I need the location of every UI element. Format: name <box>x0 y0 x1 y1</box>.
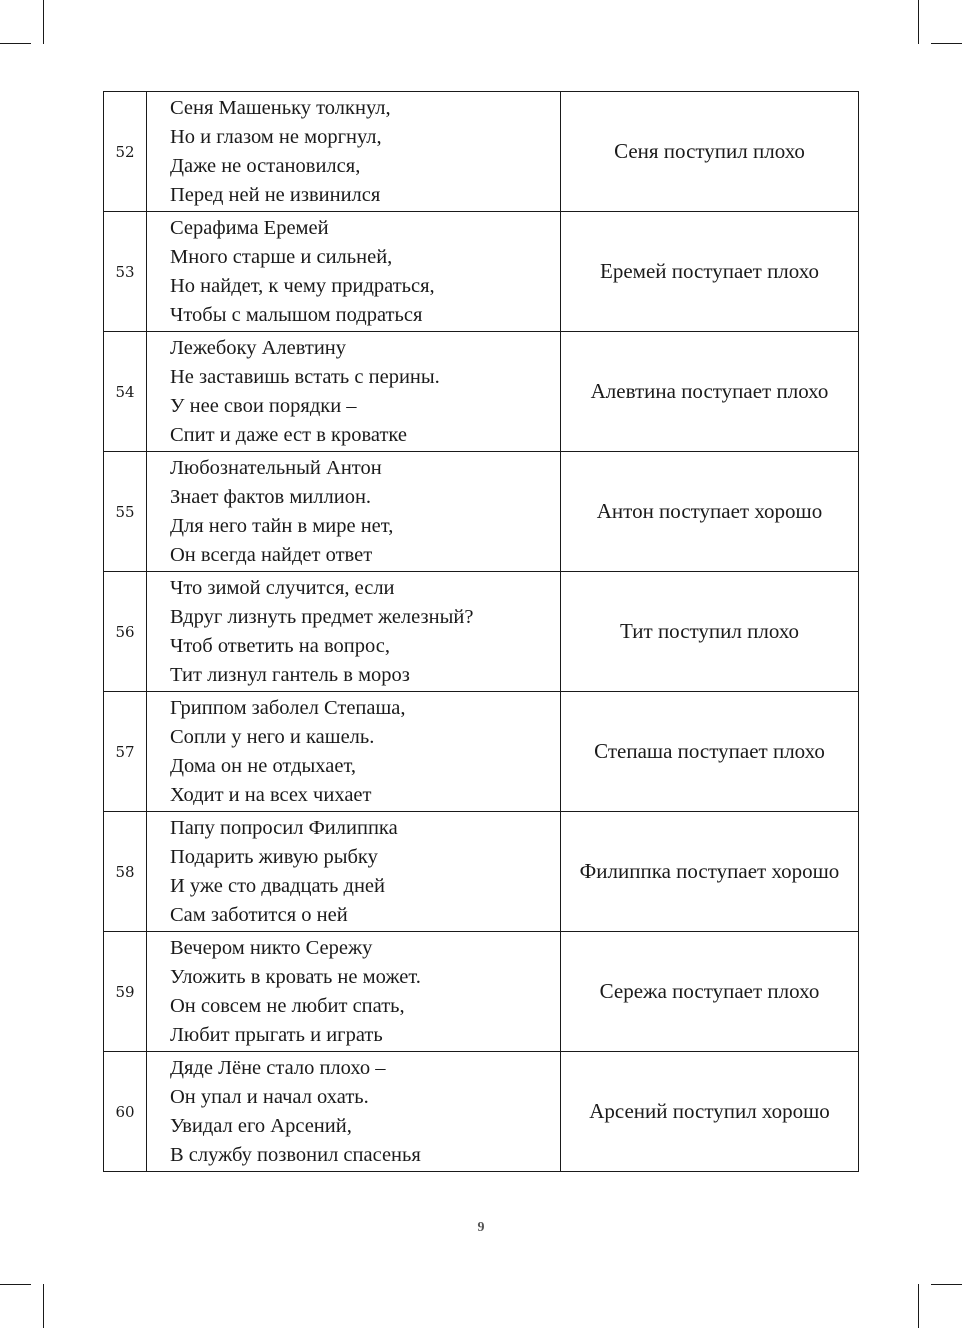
verse-line: Но найдет, к чему придраться, <box>170 274 435 297</box>
verse-cell <box>147 1052 561 1172</box>
answer-cell: Филиппка поступает хорошо <box>561 812 859 932</box>
verse-line: Вдруг лизнуть предмет железный? <box>170 605 474 628</box>
verse-cell <box>147 92 561 212</box>
verse-line: Любознательный Антон <box>170 456 382 479</box>
verse-line: Дома он не отдыхает, <box>170 754 357 777</box>
verse-line: Для него тайн в мире нет, <box>170 514 394 537</box>
verse-cell <box>147 692 561 812</box>
table-row <box>104 332 859 452</box>
answer-cell: Арсений поступил хорошо <box>561 1052 859 1172</box>
verse-line: Серафима Еремей <box>170 216 329 239</box>
row-number: 60 <box>104 1052 147 1172</box>
verse-line: В службу позвонил спасенья <box>170 1143 421 1166</box>
verse-line: Что зимой случится, если <box>170 576 395 599</box>
verse-cell <box>147 212 561 332</box>
verse-line: Подарить живую рыбку <box>170 845 378 868</box>
answer-cell: Еремей поступает плохо <box>561 212 859 332</box>
table-row <box>104 572 859 692</box>
verse-line: Он совсем не любит спать, <box>170 994 405 1017</box>
verse-line: Тит лизнул гантель в мороз <box>170 663 410 686</box>
verse-line: Вечером никто Сережу <box>170 936 373 959</box>
verse-cell <box>147 332 561 452</box>
verse-line: Сам заботится о ней <box>170 903 348 926</box>
answer-cell: Тит поступил плохо <box>561 572 859 692</box>
verse-line: И уже сто двадцать дней <box>170 874 385 897</box>
crop-mark <box>43 0 44 44</box>
verse-line: Дяде Лёне стало плохо – <box>170 1056 386 1079</box>
riddle-table <box>103 91 859 1172</box>
verse-line: Перед ней не извинился <box>170 183 381 206</box>
table-row <box>104 932 859 1052</box>
table-row <box>104 1052 859 1172</box>
verse-cell <box>147 932 561 1052</box>
verse-line: Но и глазом не моргнул, <box>170 125 382 148</box>
verse-line: Даже не остановился, <box>170 154 361 177</box>
crop-mark <box>918 0 919 44</box>
verse-cell <box>147 812 561 932</box>
verse-line: Ходит и на всех чихает <box>170 783 372 806</box>
verse-line: Уложить в кровать не может. <box>170 965 421 988</box>
crop-mark <box>931 1284 962 1285</box>
verse-line: Чтобы с малышом подраться <box>170 303 423 326</box>
row-number: 59 <box>104 932 147 1052</box>
row-number: 55 <box>104 452 147 572</box>
answer-cell: Сережа поступает плохо <box>561 932 859 1052</box>
table-row <box>104 692 859 812</box>
verse-line: Лежебоку Алевтину <box>170 336 347 359</box>
crop-mark <box>43 1284 44 1328</box>
row-number: 53 <box>104 212 147 332</box>
verse-line: Сеня Машеньку толкнул, <box>170 96 391 119</box>
table-row <box>104 212 859 332</box>
riddle-table-body <box>104 92 859 1172</box>
verse-line: Много старше и сильней, <box>170 245 393 268</box>
verse-cell <box>147 452 561 572</box>
answer-cell: Сеня поступил плохо <box>561 92 859 212</box>
table-row <box>104 452 859 572</box>
verse-cell <box>147 572 561 692</box>
page-number: 9 <box>477 1220 485 1235</box>
row-number: 52 <box>104 92 147 212</box>
answer-cell: Алевтина поступает плохо <box>561 332 859 452</box>
verse-line: Знает фактов миллион. <box>170 485 372 508</box>
verse-line: Он всегда найдет ответ <box>170 543 373 566</box>
crop-mark <box>931 43 962 44</box>
verse-line: Папу попросил Филиппка <box>170 816 398 839</box>
crop-mark <box>0 1284 31 1285</box>
verse-line: Спит и даже ест в кроватке <box>170 423 407 446</box>
answer-cell: Степаша поступает плохо <box>561 692 859 812</box>
verse-line: Увидал его Арсений, <box>170 1114 352 1137</box>
table-row <box>104 812 859 932</box>
crop-mark <box>0 43 31 44</box>
verse-line: Любит прыгать и играть <box>170 1023 383 1046</box>
verse-line: Гриппом заболел Степаша, <box>170 696 406 719</box>
row-number: 54 <box>104 332 147 452</box>
verse-line: Сопли у него и кашель. <box>170 725 375 748</box>
verse-line: Он упал и начал охать. <box>170 1085 369 1108</box>
row-number: 58 <box>104 812 147 932</box>
answer-cell: Антон поступает хорошо <box>561 452 859 572</box>
verse-line: Не заставишь встать с перины. <box>170 365 440 388</box>
verse-line: Чтоб ответить на вопрос, <box>170 634 390 657</box>
row-number: 56 <box>104 572 147 692</box>
crop-mark <box>918 1284 919 1328</box>
verse-line: У нее свои порядки – <box>170 394 357 417</box>
row-number: 57 <box>104 692 147 812</box>
table-row <box>104 92 859 212</box>
